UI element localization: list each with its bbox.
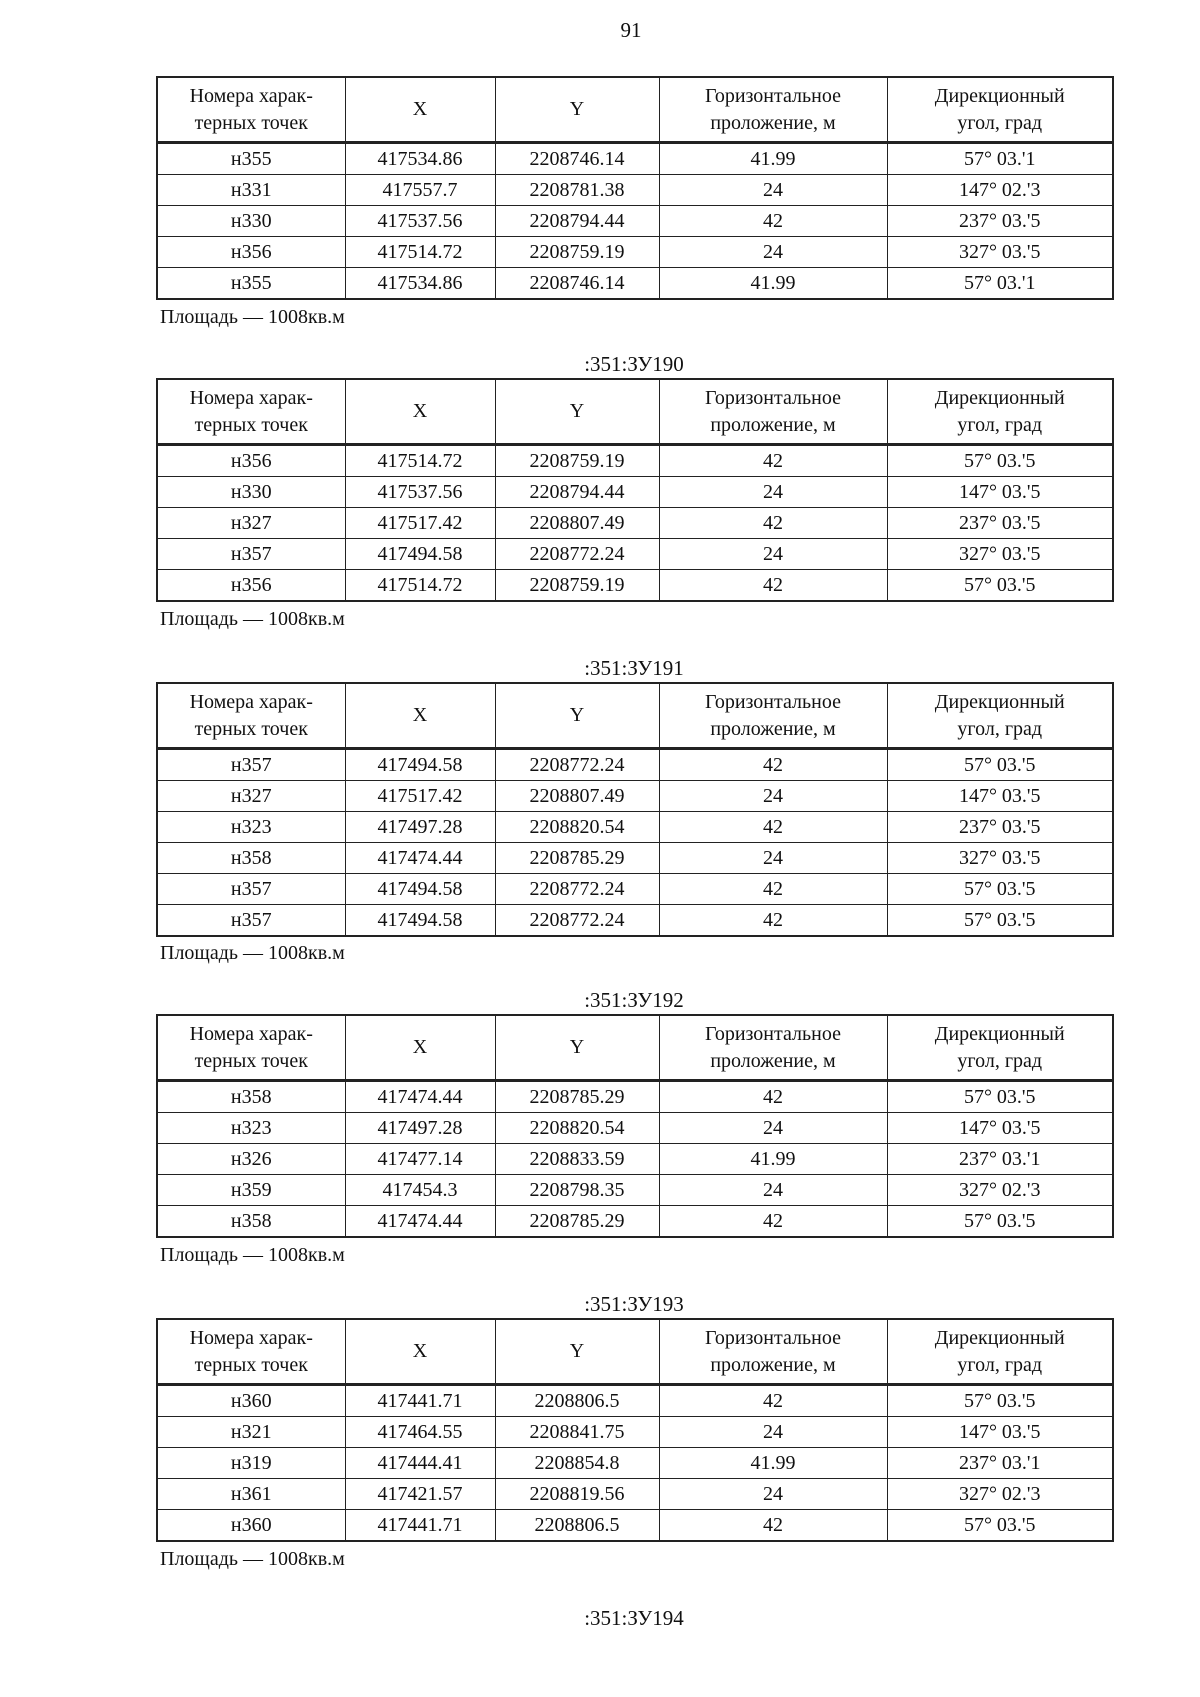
- cell-horizontal: 42: [659, 206, 887, 237]
- table-header-row: [157, 683, 1113, 749]
- cell-point: н323: [157, 1113, 345, 1144]
- cell-horizontal: 24: [659, 477, 887, 508]
- cell-angle: 147° 02.'3: [887, 175, 1113, 206]
- cell-point: н356: [157, 445, 345, 477]
- table-row: [157, 781, 1113, 812]
- header-point-numbers: Номера харак- терных точек: [157, 683, 345, 749]
- cell-x: 417537.56: [345, 206, 495, 237]
- table-row: [157, 1206, 1113, 1238]
- cell-y: 2208772.24: [495, 539, 659, 570]
- cell-horizontal: 42: [659, 445, 887, 477]
- cell-point: н323: [157, 812, 345, 843]
- header-x: X: [345, 379, 495, 445]
- table-row: [157, 175, 1113, 206]
- table-row: [157, 843, 1113, 874]
- header-y: Y: [495, 379, 659, 445]
- cell-point: н326: [157, 1144, 345, 1175]
- cell-horizontal: 41.99: [659, 143, 887, 175]
- cell-angle: 237° 03.'5: [887, 812, 1113, 843]
- cell-point: н360: [157, 1510, 345, 1542]
- header-x: X: [345, 1015, 495, 1081]
- cell-angle: 237° 03.'1: [887, 1144, 1113, 1175]
- cell-angle: 237° 03.'5: [887, 508, 1113, 539]
- cell-point: н357: [157, 874, 345, 905]
- cell-point: н359: [157, 1175, 345, 1206]
- area-text: Площадь — 1008кв.м: [160, 306, 345, 328]
- table-row: [157, 749, 1113, 781]
- table-row: [157, 237, 1113, 268]
- coordinates-table: [156, 1014, 1114, 1238]
- cell-x: 417534.86: [345, 268, 495, 300]
- cell-horizontal: 24: [659, 843, 887, 874]
- table-row: [157, 1417, 1113, 1448]
- cell-point: н361: [157, 1479, 345, 1510]
- page-number: 91: [620, 18, 642, 42]
- cell-angle: 57° 03.'5: [887, 749, 1113, 781]
- cell-x: 417474.44: [345, 843, 495, 874]
- table-row: [157, 1113, 1113, 1144]
- cell-horizontal: 24: [659, 175, 887, 206]
- cell-y: 2208746.14: [495, 143, 659, 175]
- table-row: [157, 1081, 1113, 1113]
- cell-angle: 147° 03.'5: [887, 477, 1113, 508]
- table-header-row: [157, 1319, 1113, 1385]
- cell-x: 417494.58: [345, 749, 495, 781]
- cell-y: 2208820.54: [495, 1113, 659, 1144]
- cell-x: 417514.72: [345, 237, 495, 268]
- cell-point: н355: [157, 143, 345, 175]
- cell-y: 2208781.38: [495, 175, 659, 206]
- cell-angle: 57° 03.'5: [887, 1385, 1113, 1417]
- cell-x: 417497.28: [345, 812, 495, 843]
- cell-y: 2208794.44: [495, 477, 659, 508]
- header-y: Y: [495, 77, 659, 143]
- cell-angle: 57° 03.'5: [887, 1206, 1113, 1238]
- cell-x: 417477.14: [345, 1144, 495, 1175]
- header-y: Y: [495, 1015, 659, 1081]
- cell-angle: 327° 03.'5: [887, 843, 1113, 874]
- cell-point: н357: [157, 539, 345, 570]
- header-x: X: [345, 683, 495, 749]
- cell-horizontal: 42: [659, 905, 887, 937]
- cell-angle: 57° 03.'5: [887, 874, 1113, 905]
- coordinates-table: [156, 1318, 1114, 1542]
- cell-angle: 57° 03.'5: [887, 1081, 1113, 1113]
- table-row: [157, 1144, 1113, 1175]
- cell-x: 417444.41: [345, 1448, 495, 1479]
- header-direction-angle: Дирекционный угол, град: [887, 1015, 1113, 1081]
- cell-horizontal: 42: [659, 1385, 887, 1417]
- header-horizontal-distance: Горизонтальное проложение, м: [659, 379, 887, 445]
- cell-y: 2208785.29: [495, 1206, 659, 1238]
- cell-angle: 57° 03.'5: [887, 905, 1113, 937]
- table-row: [157, 1448, 1113, 1479]
- cell-x: 417441.71: [345, 1385, 495, 1417]
- cell-y: 2208785.29: [495, 1081, 659, 1113]
- area-text: Площадь — 1008кв.м: [160, 1244, 345, 1266]
- table-row: [157, 143, 1113, 175]
- cell-y: 2208807.49: [495, 781, 659, 812]
- cell-angle: 327° 02.'3: [887, 1479, 1113, 1510]
- cell-horizontal: 42: [659, 874, 887, 905]
- cell-x: 417464.55: [345, 1417, 495, 1448]
- header-x: X: [345, 1319, 495, 1385]
- table-row: [157, 1175, 1113, 1206]
- section-title: :351:ЗУ192: [584, 988, 684, 1012]
- header-direction-angle: Дирекционный угол, град: [887, 379, 1113, 445]
- table-row: [157, 1510, 1113, 1542]
- cell-y: 2208746.14: [495, 268, 659, 300]
- cell-x: 417537.56: [345, 477, 495, 508]
- cell-point: н357: [157, 749, 345, 781]
- table-row: [157, 508, 1113, 539]
- table-row: [157, 445, 1113, 477]
- next-section-title: :351:ЗУ194: [584, 1606, 684, 1630]
- area-text: Площадь — 1008кв.м: [160, 1548, 345, 1570]
- header-x: X: [345, 77, 495, 143]
- header-direction-angle: Дирекционный угол, град: [887, 1319, 1113, 1385]
- cell-x: 417494.58: [345, 539, 495, 570]
- table-row: [157, 570, 1113, 602]
- cell-angle: 327° 03.'5: [887, 237, 1113, 268]
- cell-horizontal: 41.99: [659, 1448, 887, 1479]
- cell-horizontal: 42: [659, 570, 887, 602]
- cell-horizontal: 41.99: [659, 1144, 887, 1175]
- table-row: [157, 268, 1113, 300]
- table-row: [157, 539, 1113, 570]
- cell-horizontal: 42: [659, 508, 887, 539]
- cell-y: 2208785.29: [495, 843, 659, 874]
- area-text: Площадь — 1008кв.м: [160, 608, 345, 630]
- table-header-row: [157, 379, 1113, 445]
- cell-horizontal: 24: [659, 1417, 887, 1448]
- cell-x: 417454.3: [345, 1175, 495, 1206]
- cell-angle: 57° 03.'5: [887, 570, 1113, 602]
- header-horizontal-distance: Горизонтальное проложение, м: [659, 77, 887, 143]
- cell-y: 2208820.54: [495, 812, 659, 843]
- cell-point: н327: [157, 508, 345, 539]
- cell-point: н330: [157, 206, 345, 237]
- cell-angle: 147° 03.'5: [887, 1113, 1113, 1144]
- coordinates-table: [156, 378, 1114, 602]
- cell-horizontal: 24: [659, 1113, 887, 1144]
- cell-angle: 327° 03.'5: [887, 539, 1113, 570]
- cell-point: н360: [157, 1385, 345, 1417]
- section-title: :351:ЗУ193: [584, 1292, 684, 1316]
- cell-point: н356: [157, 570, 345, 602]
- cell-horizontal: 41.99: [659, 268, 887, 300]
- cell-x: 417517.42: [345, 508, 495, 539]
- cell-y: 2208841.75: [495, 1417, 659, 1448]
- header-horizontal-distance: Горизонтальное проложение, м: [659, 1015, 887, 1081]
- cell-horizontal: 42: [659, 812, 887, 843]
- cell-y: 2208772.24: [495, 874, 659, 905]
- cell-x: 417474.44: [345, 1206, 495, 1238]
- cell-x: 417494.58: [345, 905, 495, 937]
- cell-point: н358: [157, 843, 345, 874]
- table-row: [157, 905, 1113, 937]
- header-point-numbers: Номера харак- терных точек: [157, 1319, 345, 1385]
- cell-angle: 327° 02.'3: [887, 1175, 1113, 1206]
- cell-point: н331: [157, 175, 345, 206]
- header-direction-angle: Дирекционный угол, град: [887, 683, 1113, 749]
- cell-x: 417514.72: [345, 445, 495, 477]
- cell-angle: 57° 03.'1: [887, 268, 1113, 300]
- cell-point: н319: [157, 1448, 345, 1479]
- cell-horizontal: 42: [659, 1510, 887, 1542]
- cell-y: 2208759.19: [495, 445, 659, 477]
- table-row: [157, 1479, 1113, 1510]
- cell-x: 417517.42: [345, 781, 495, 812]
- table-row: [157, 812, 1113, 843]
- cell-x: 417494.58: [345, 874, 495, 905]
- cell-y: 2208833.59: [495, 1144, 659, 1175]
- cell-horizontal: 24: [659, 781, 887, 812]
- cell-angle: 147° 03.'5: [887, 1417, 1113, 1448]
- cell-horizontal: 24: [659, 237, 887, 268]
- cell-angle: 57° 03.'5: [887, 1510, 1113, 1542]
- table-row: [157, 477, 1113, 508]
- cell-y: 2208794.44: [495, 206, 659, 237]
- cell-point: н355: [157, 268, 345, 300]
- header-y: Y: [495, 683, 659, 749]
- cell-y: 2208806.5: [495, 1510, 659, 1542]
- section-title: :351:ЗУ191: [584, 656, 684, 680]
- cell-horizontal: 42: [659, 1081, 887, 1113]
- cell-y: 2208759.19: [495, 570, 659, 602]
- header-point-numbers: Номера харак- терных точек: [157, 1015, 345, 1081]
- header-y: Y: [495, 1319, 659, 1385]
- section-title: :351:ЗУ190: [584, 352, 684, 376]
- cell-angle: 237° 03.'5: [887, 206, 1113, 237]
- cell-point: н330: [157, 477, 345, 508]
- cell-y: 2208798.35: [495, 1175, 659, 1206]
- cell-point: н357: [157, 905, 345, 937]
- cell-y: 2208807.49: [495, 508, 659, 539]
- area-text: Площадь — 1008кв.м: [160, 942, 345, 964]
- cell-horizontal: 42: [659, 1206, 887, 1238]
- cell-y: 2208772.24: [495, 749, 659, 781]
- header-horizontal-distance: Горизонтальное проложение, м: [659, 683, 887, 749]
- coordinates-table: [156, 76, 1114, 300]
- table-row: [157, 874, 1113, 905]
- cell-y: 2208772.24: [495, 905, 659, 937]
- header-point-numbers: Номера харак- терных точек: [157, 379, 345, 445]
- header-point-numbers: Номера харак- терных точек: [157, 77, 345, 143]
- cell-point: н321: [157, 1417, 345, 1448]
- cell-x: 417514.72: [345, 570, 495, 602]
- header-horizontal-distance: Горизонтальное проложение, м: [659, 1319, 887, 1385]
- cell-angle: 57° 03.'1: [887, 143, 1113, 175]
- cell-x: 417557.7: [345, 175, 495, 206]
- cell-y: 2208759.19: [495, 237, 659, 268]
- cell-horizontal: 24: [659, 1479, 887, 1510]
- cell-y: 2208854.8: [495, 1448, 659, 1479]
- cell-x: 417497.28: [345, 1113, 495, 1144]
- cell-angle: 237° 03.'1: [887, 1448, 1113, 1479]
- cell-x: 417534.86: [345, 143, 495, 175]
- coordinates-table: [156, 682, 1114, 937]
- cell-horizontal: 24: [659, 539, 887, 570]
- header-direction-angle: Дирекционный угол, град: [887, 77, 1113, 143]
- cell-x: 417441.71: [345, 1510, 495, 1542]
- table-row: [157, 206, 1113, 237]
- cell-point: н358: [157, 1081, 345, 1113]
- table-header-row: [157, 1015, 1113, 1081]
- cell-point: н327: [157, 781, 345, 812]
- cell-horizontal: 42: [659, 749, 887, 781]
- cell-x: 417421.57: [345, 1479, 495, 1510]
- cell-x: 417474.44: [345, 1081, 495, 1113]
- cell-angle: 57° 03.'5: [887, 445, 1113, 477]
- cell-horizontal: 24: [659, 1175, 887, 1206]
- cell-angle: 147° 03.'5: [887, 781, 1113, 812]
- cell-point: н358: [157, 1206, 345, 1238]
- table-row: [157, 1385, 1113, 1417]
- table-header-row: [157, 77, 1113, 143]
- cell-y: 2208819.56: [495, 1479, 659, 1510]
- cell-y: 2208806.5: [495, 1385, 659, 1417]
- cell-point: н356: [157, 237, 345, 268]
